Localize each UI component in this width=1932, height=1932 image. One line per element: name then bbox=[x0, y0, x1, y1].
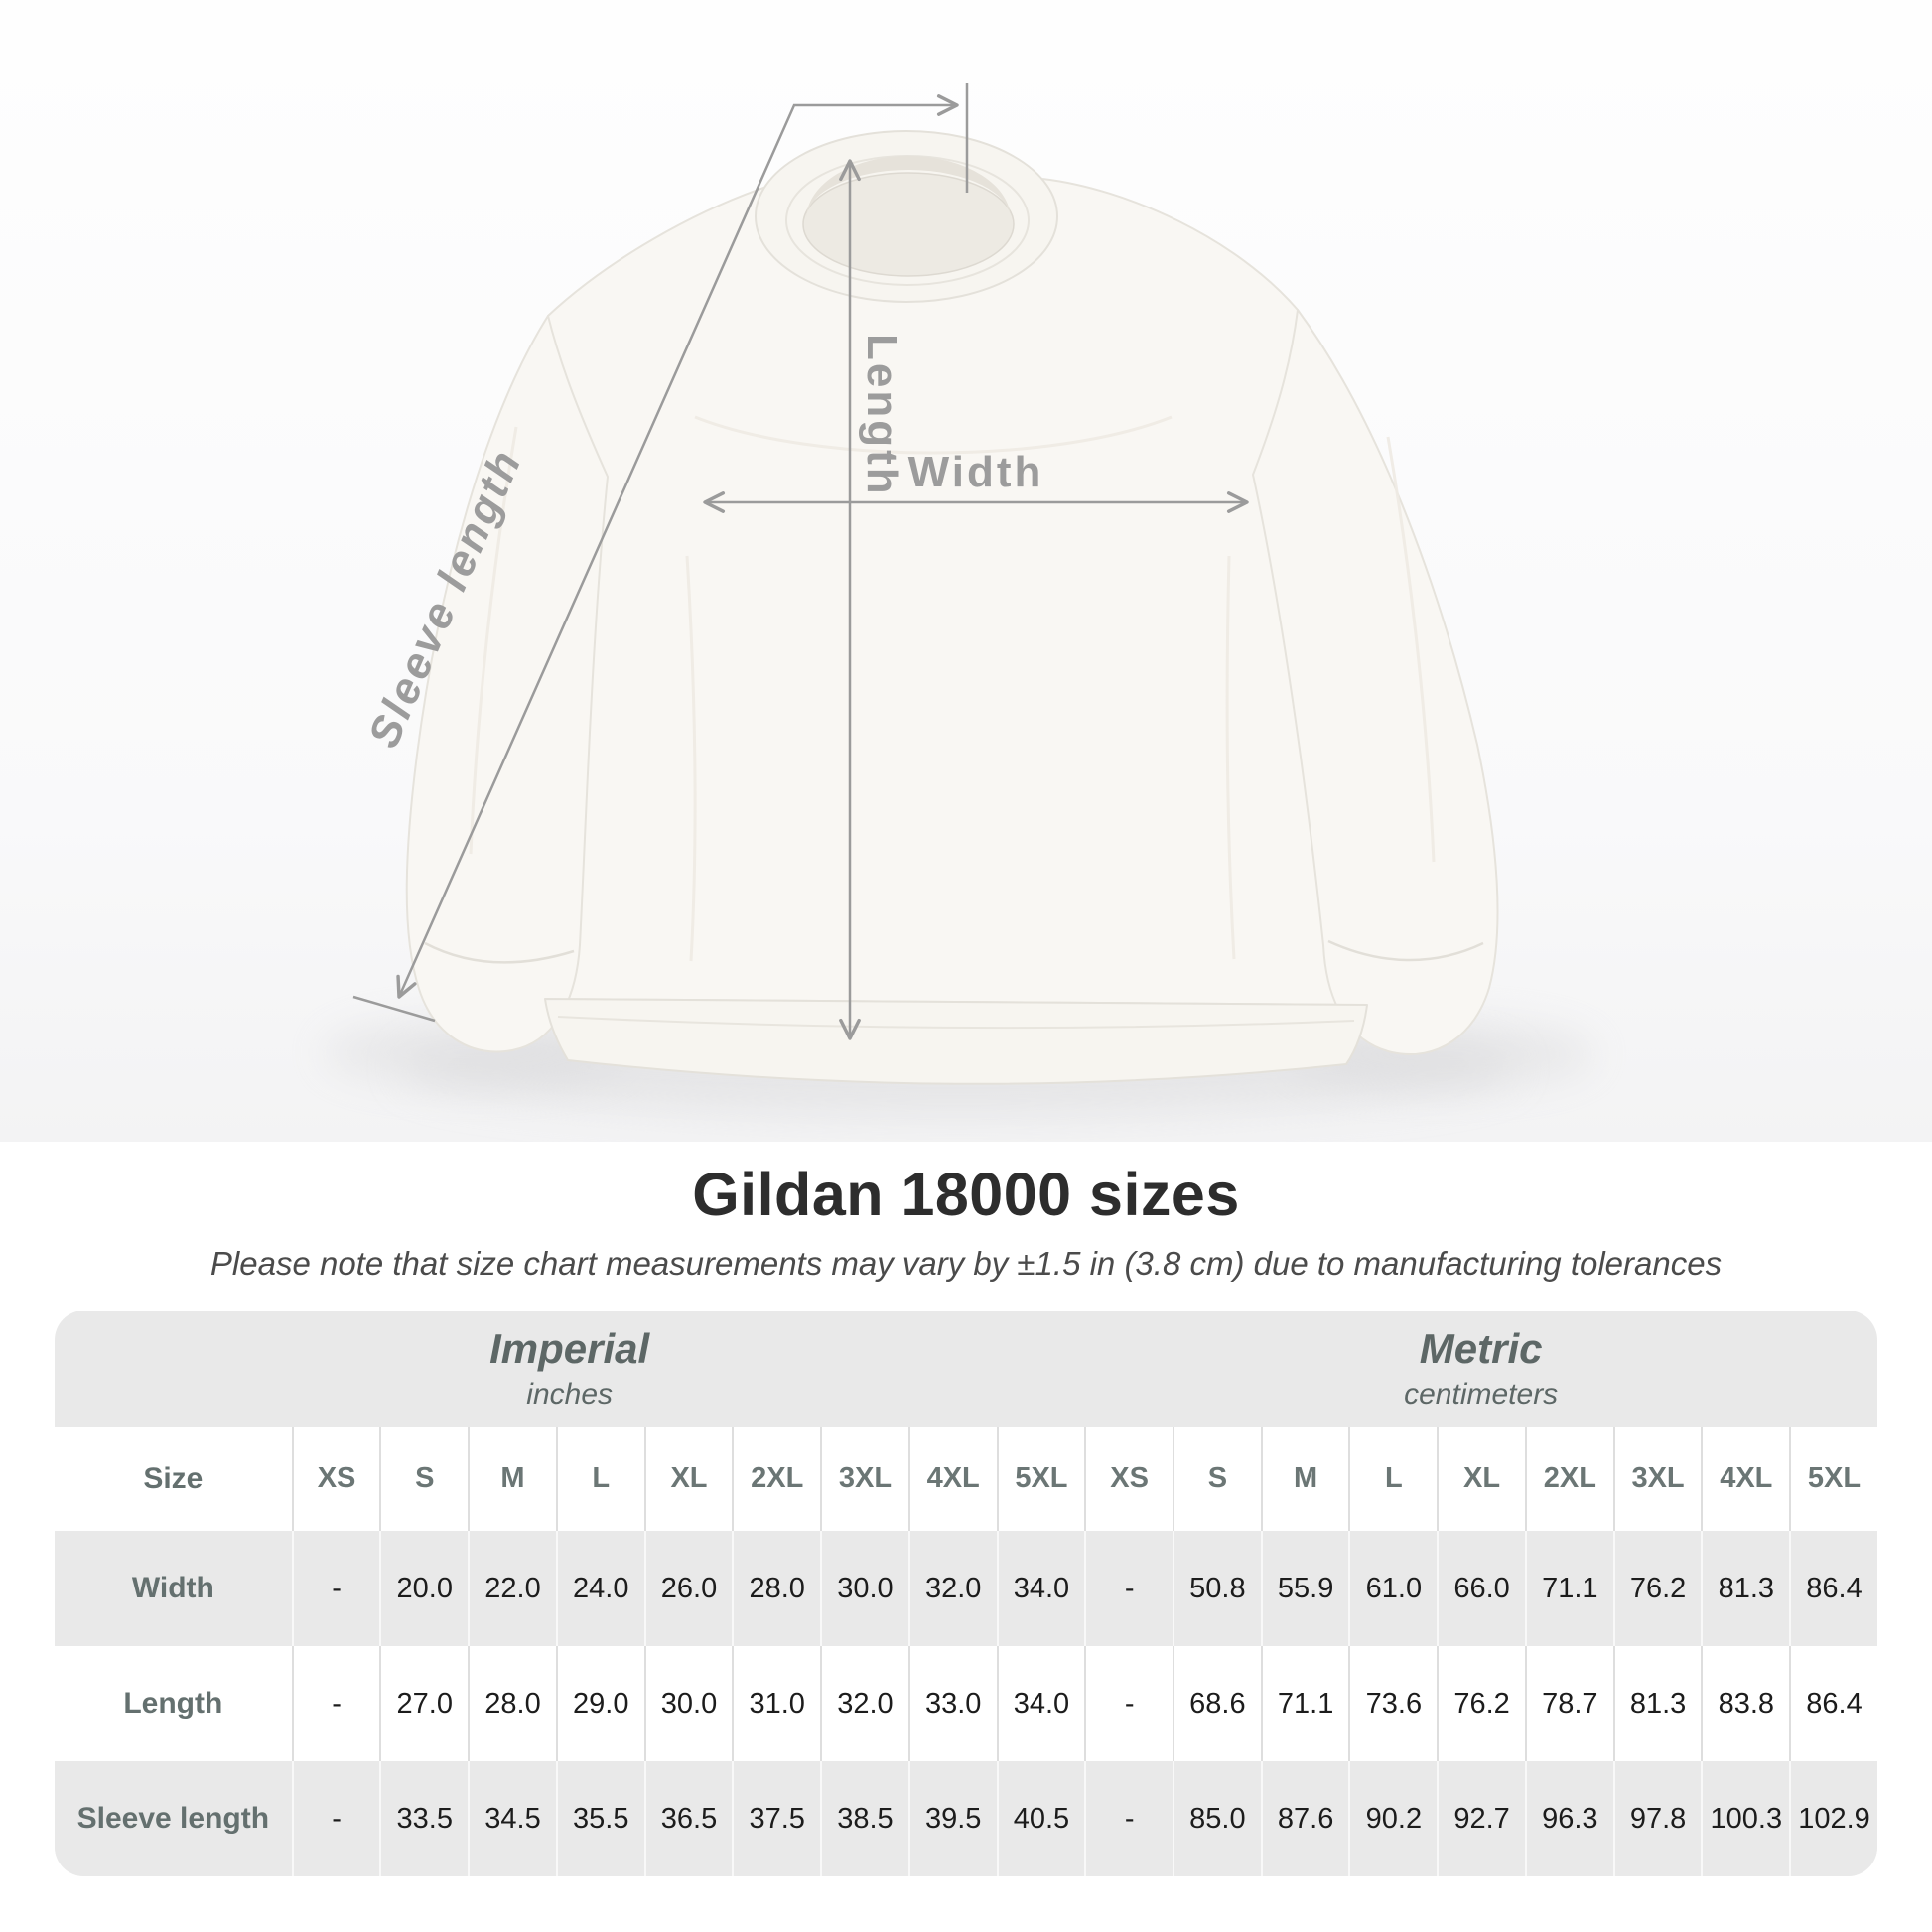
size-value-cell: 85.0 bbox=[1173, 1761, 1261, 1876]
size-table bbox=[55, 1311, 1877, 1876]
size-value-cell: 81.3 bbox=[1613, 1646, 1702, 1761]
column-header: 3XL bbox=[1613, 1427, 1702, 1531]
size-value-cell: 36.5 bbox=[644, 1761, 733, 1876]
metric-header bbox=[1084, 1324, 1877, 1411]
size-value-cell: 22.0 bbox=[468, 1531, 556, 1646]
column-header: S bbox=[379, 1427, 468, 1531]
column-header: L bbox=[556, 1427, 644, 1531]
column-header: S bbox=[1173, 1427, 1261, 1531]
size-value-cell: 33.0 bbox=[908, 1646, 997, 1761]
size-value-cell: 30.0 bbox=[820, 1531, 908, 1646]
size-value-cell: 33.5 bbox=[379, 1761, 468, 1876]
size-value-cell: 78.7 bbox=[1525, 1646, 1613, 1761]
row-label: Width bbox=[131, 1572, 214, 1604]
size-value-cell: 32.0 bbox=[820, 1646, 908, 1761]
size-chart-note: Please note that size chart measurements may vary by ±1.5 in (3.8 cm) due to manufacturing tolerances bbox=[209, 1245, 1723, 1282]
size-value-cell: 28.0 bbox=[468, 1646, 556, 1761]
sleeve-measure-label: Sleeve length bbox=[358, 441, 532, 755]
column-header: 4XL bbox=[1701, 1427, 1789, 1531]
size-value-cell: - bbox=[292, 1531, 380, 1646]
size-value-cell: 20.0 bbox=[379, 1531, 468, 1646]
size-value-cell: 32.0 bbox=[908, 1531, 997, 1646]
size-value-cell: 71.1 bbox=[1261, 1646, 1349, 1761]
size-value-cell: 92.7 bbox=[1437, 1761, 1525, 1876]
width-measure-label: Width bbox=[907, 448, 1044, 496]
size-value-cell: 66.0 bbox=[1437, 1531, 1525, 1646]
size-value-cell: 39.5 bbox=[908, 1761, 997, 1876]
size-value-cell: 96.3 bbox=[1525, 1761, 1613, 1876]
size-value-cell: 81.3 bbox=[1701, 1531, 1789, 1646]
size-value-cell: 34.5 bbox=[468, 1761, 556, 1876]
column-header: XL bbox=[1437, 1427, 1525, 1531]
size-value-cell: 100.3 bbox=[1701, 1761, 1789, 1876]
column-header: 4XL bbox=[908, 1427, 997, 1531]
size-corner-label: Size bbox=[143, 1461, 204, 1495]
size-value-cell: 90.2 bbox=[1348, 1761, 1437, 1876]
row-label: Sleeve length bbox=[76, 1802, 270, 1835]
size-value-cell: 30.0 bbox=[644, 1646, 733, 1761]
size-value-cell: 76.2 bbox=[1613, 1531, 1702, 1646]
size-grid bbox=[55, 1427, 1877, 1876]
size-value-cell: 29.0 bbox=[556, 1646, 644, 1761]
column-header: XS bbox=[1084, 1427, 1173, 1531]
column-header: XS bbox=[292, 1427, 380, 1531]
metric-title: Metric bbox=[1419, 1324, 1543, 1372]
size-value-cell: 34.0 bbox=[997, 1646, 1085, 1761]
size-chart-title: Gildan 18000 sizes bbox=[692, 1161, 1240, 1228]
row-label: Length bbox=[123, 1687, 223, 1720]
size-value-cell: 50.8 bbox=[1173, 1531, 1261, 1646]
size-value-cell: 40.5 bbox=[997, 1761, 1085, 1876]
imperial-header bbox=[55, 1324, 1084, 1411]
size-value-cell: 71.1 bbox=[1525, 1531, 1613, 1646]
column-header: 3XL bbox=[820, 1427, 908, 1531]
column-header: 5XL bbox=[1789, 1427, 1877, 1531]
size-value-cell: 24.0 bbox=[556, 1531, 644, 1646]
size-value-cell: 37.5 bbox=[732, 1761, 820, 1876]
size-value-cell: 35.5 bbox=[556, 1761, 644, 1876]
table-row bbox=[55, 1531, 1877, 1646]
size-value-cell: 83.8 bbox=[1701, 1646, 1789, 1761]
size-value-cell: 76.2 bbox=[1437, 1646, 1525, 1761]
imperial-title: Imperial bbox=[489, 1324, 650, 1372]
caption bbox=[0, 1160, 1932, 1283]
size-value-cell: - bbox=[292, 1761, 380, 1876]
column-header: M bbox=[1261, 1427, 1349, 1531]
unit-header-row bbox=[55, 1311, 1877, 1427]
table-row bbox=[55, 1761, 1877, 1876]
size-value-cell: 97.8 bbox=[1613, 1761, 1702, 1876]
size-value-cell: 27.0 bbox=[379, 1646, 468, 1761]
size-value-cell: - bbox=[1084, 1531, 1173, 1646]
imperial-unit: inches bbox=[526, 1377, 614, 1411]
column-header: L bbox=[1348, 1427, 1437, 1531]
column-header: 5XL bbox=[997, 1427, 1085, 1531]
metric-unit: centimeters bbox=[1404, 1377, 1559, 1411]
size-value-cell: - bbox=[1084, 1761, 1173, 1876]
size-value-cell: - bbox=[1084, 1646, 1173, 1761]
size-value-cell: 34.0 bbox=[997, 1531, 1085, 1646]
table-row bbox=[55, 1646, 1877, 1761]
size-header-row bbox=[55, 1427, 1877, 1531]
size-value-cell: 102.9 bbox=[1789, 1761, 1877, 1876]
size-value-cell: 87.6 bbox=[1261, 1761, 1349, 1876]
size-value-cell: 55.9 bbox=[1261, 1531, 1349, 1646]
size-value-cell: 38.5 bbox=[820, 1761, 908, 1876]
size-value-cell: 86.4 bbox=[1789, 1531, 1877, 1646]
length-measure-label: Length bbox=[858, 334, 906, 497]
size-value-cell: 86.4 bbox=[1789, 1646, 1877, 1761]
size-value-cell: 68.6 bbox=[1173, 1646, 1261, 1761]
size-value-cell: 73.6 bbox=[1348, 1646, 1437, 1761]
column-header: M bbox=[468, 1427, 556, 1531]
size-value-cell: 31.0 bbox=[732, 1646, 820, 1761]
size-value-cell: 61.0 bbox=[1348, 1531, 1437, 1646]
size-value-cell: 26.0 bbox=[644, 1531, 733, 1646]
column-header: 2XL bbox=[1525, 1427, 1613, 1531]
column-header: XL bbox=[644, 1427, 733, 1531]
size-value-cell: - bbox=[292, 1646, 380, 1761]
size-value-cell: 28.0 bbox=[732, 1531, 820, 1646]
column-header: 2XL bbox=[732, 1427, 820, 1531]
